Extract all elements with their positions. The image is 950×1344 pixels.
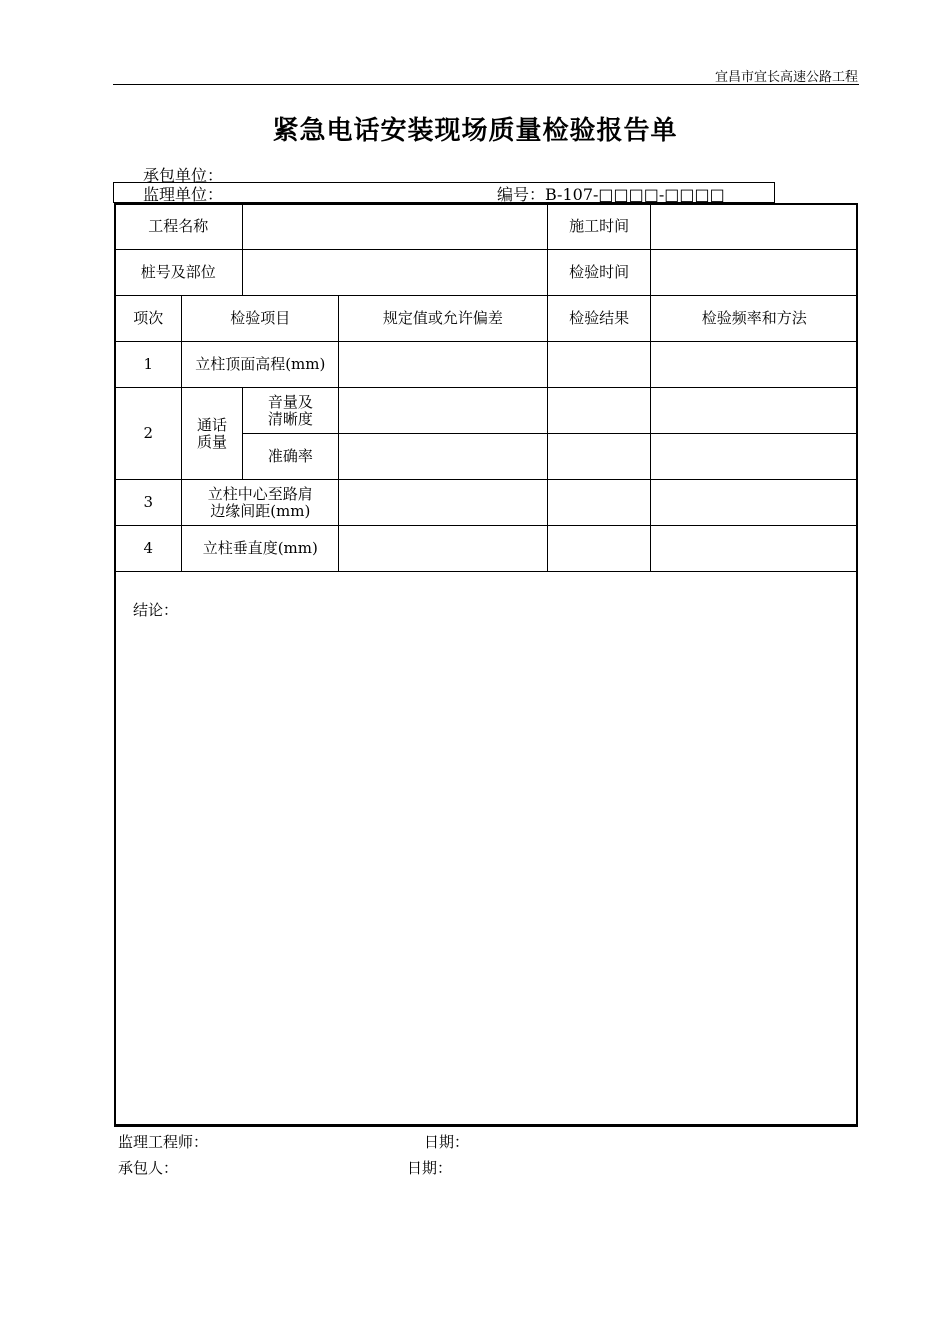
header-divider — [113, 84, 859, 85]
method-cell[interactable] — [651, 342, 858, 388]
row-subitem-volume-clarity: 音量及 清晰度 — [242, 388, 339, 434]
result-cell[interactable] — [547, 342, 651, 388]
header-spec: 规定值或允许偏差 — [339, 296, 548, 342]
engineer-date-label: 日期： — [424, 1133, 470, 1151]
result-cell[interactable] — [547, 526, 651, 572]
header-method: 检验频率和方法 — [651, 296, 858, 342]
table-header-row — [115, 296, 858, 342]
conclusion-row — [115, 572, 858, 1125]
row-item: 立柱顶面高程(mm) — [182, 342, 339, 388]
project-name-header: 宜昌市宜长高速公路工程 — [714, 70, 858, 85]
row-index: 2 — [115, 388, 182, 480]
row-index: 4 — [115, 526, 182, 572]
row-item: 立柱垂直度(mm) — [182, 526, 339, 572]
station-field[interactable] — [242, 250, 547, 296]
supervisor-label: 监理单位： — [143, 185, 224, 204]
construction-time-field[interactable] — [651, 204, 858, 250]
inspection-time-field[interactable] — [651, 250, 858, 296]
spec-cell[interactable] — [339, 434, 548, 480]
inspection-time-label: 检验时间 — [547, 250, 651, 296]
station-row — [115, 250, 858, 296]
construction-time-label: 施工时间 — [547, 204, 651, 250]
spec-cell[interactable] — [339, 388, 548, 434]
table-row — [115, 526, 858, 572]
method-cell[interactable] — [651, 434, 858, 480]
station-label: 桩号及部位 — [115, 250, 243, 296]
project-name-row — [115, 204, 858, 250]
result-cell[interactable] — [547, 434, 651, 480]
header-result: 检验结果 — [547, 296, 651, 342]
row-index: 3 — [115, 480, 182, 526]
header-item: 检验项目 — [182, 296, 339, 342]
method-cell[interactable] — [651, 388, 858, 434]
conclusion-label: 结论： — [133, 601, 179, 619]
result-cell[interactable] — [547, 480, 651, 526]
contractor-date-label: 日期： — [407, 1159, 453, 1177]
row-item: 立柱中心至路肩 边缘间距(mm) — [182, 480, 339, 526]
header-index: 项次 — [115, 296, 182, 342]
conclusion-area[interactable] — [115, 572, 858, 1125]
table-row — [115, 342, 858, 388]
spec-cell[interactable] — [339, 526, 548, 572]
inspection-form-table — [114, 203, 858, 1125]
method-cell[interactable] — [651, 526, 858, 572]
project-name-field[interactable] — [242, 204, 547, 250]
spec-cell[interactable] — [339, 342, 548, 388]
spec-cell[interactable] — [339, 480, 548, 526]
contractor-label: 承包单位： — [143, 166, 224, 185]
row-subitem-accuracy: 准确率 — [242, 434, 339, 480]
project-name-label: 工程名称 — [115, 204, 243, 250]
document-code: 编号：B-107-□□□□-□□□□ — [497, 185, 725, 204]
supervising-engineer-label: 监理工程师： — [118, 1133, 209, 1151]
method-cell[interactable] — [651, 480, 858, 526]
page-title: 紧急电话安装现场质量检验报告单 — [272, 116, 678, 146]
row-group-call-quality: 通话 质量 — [182, 388, 242, 480]
contractor-person-label: 承包人： — [118, 1159, 179, 1177]
row-index: 1 — [115, 342, 182, 388]
table-row — [115, 388, 858, 434]
result-cell[interactable] — [547, 388, 651, 434]
table-row — [115, 480, 858, 526]
